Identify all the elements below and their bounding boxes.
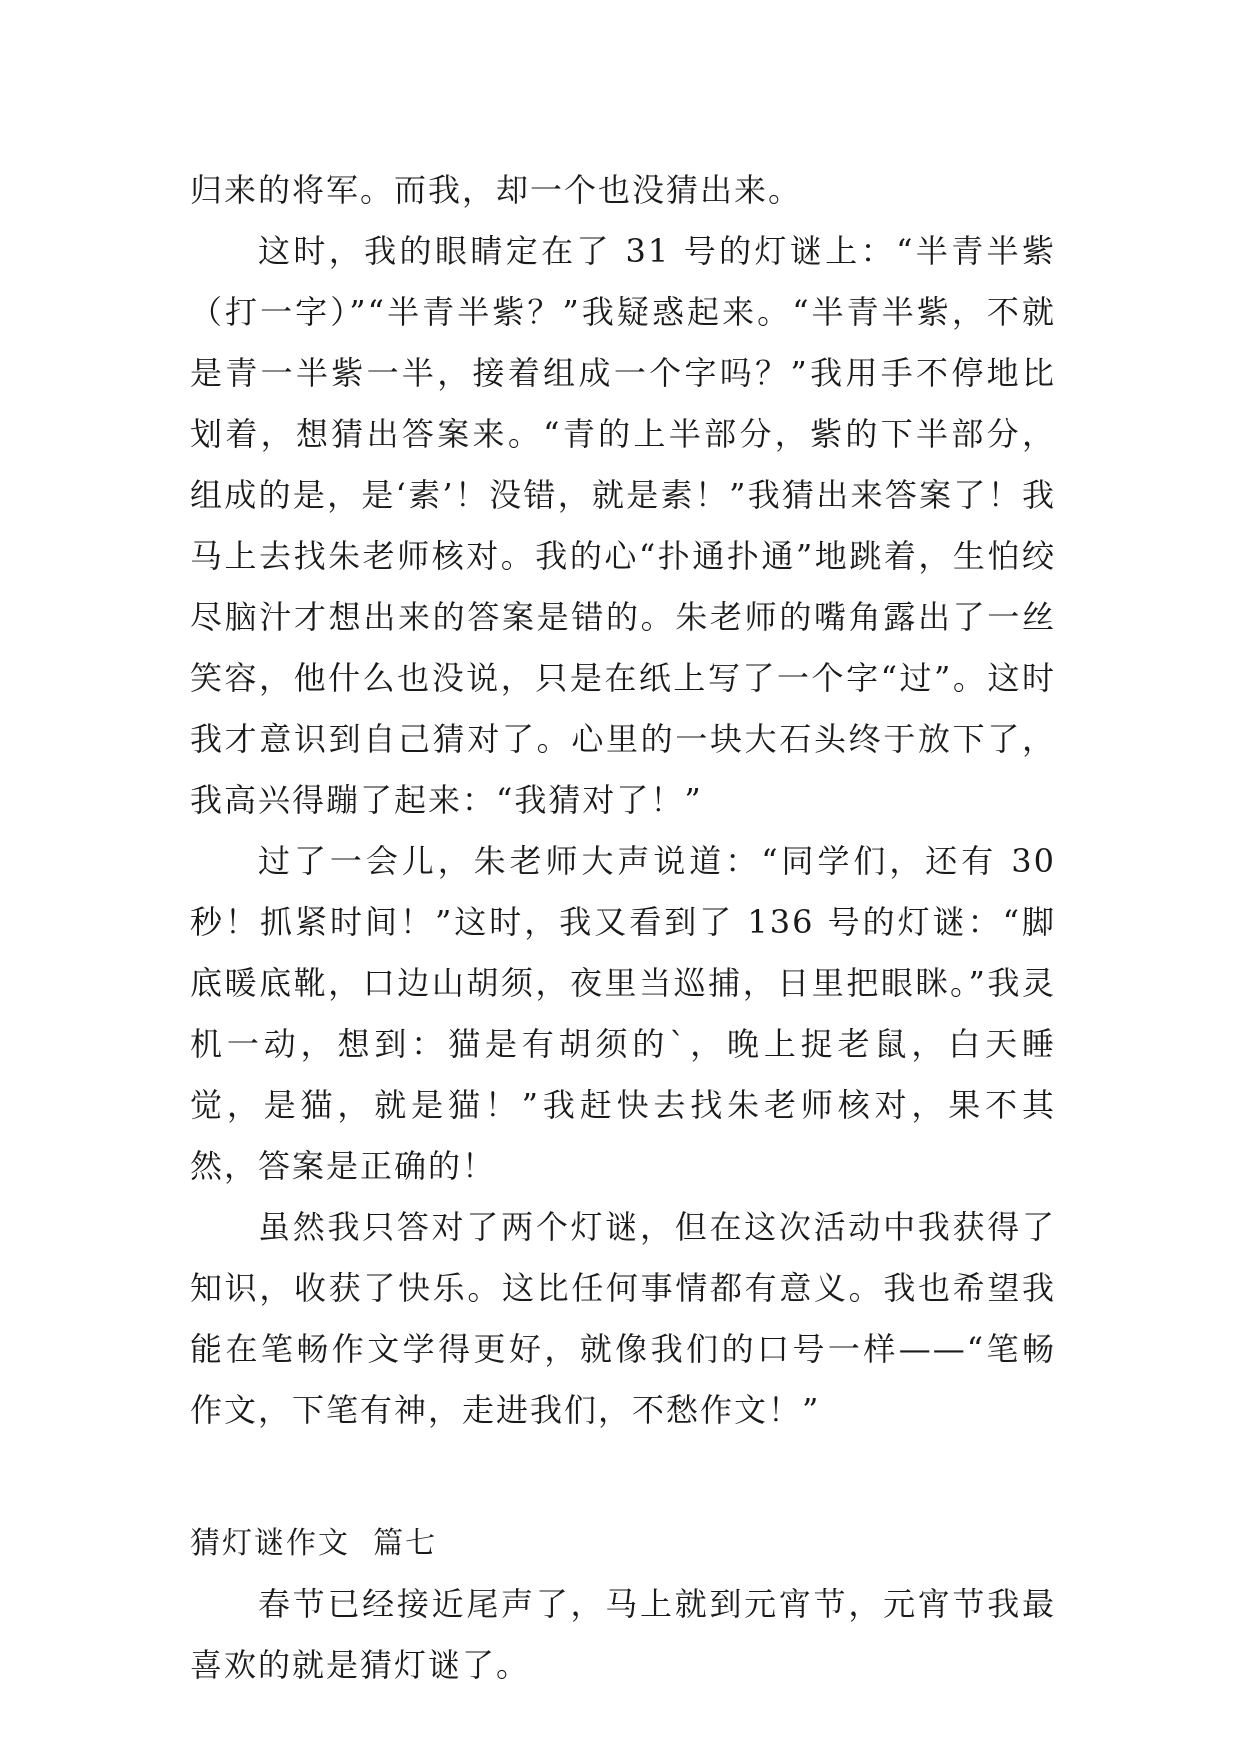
- paragraph: 虽然我只答对了两个灯谜，但在这次活动中我获得了知识，收获了快乐。这比任何事情都有意义。我也希望我能在笔畅作文学得更好，就像我们的口号一样——“笔畅作文，下笔有神，走进我们，不愁作文！”: [190, 1208, 1056, 1429]
- section-heading: 猜灯谜作文 篇七: [190, 1526, 438, 1561]
- paragraph: 过了一会儿，朱老师大声说道：“同学们，还有 30 秒！抓紧时间！”这时，我又看到了 136 号的灯谜：“脚底暖底靴，口边山胡须，夜里当巡捕，日里把眼眯。”我灵机一动，想到：猫是有胡须的`，晚上捉老鼠，白天睡觉，是猫，就是猫！”我赶快去找朱老师核对，果不其然，答案是正确的！: [190, 842, 1056, 1185]
- document-body: [190, 160, 1056, 1696]
- paragraph: 归来的将军。而我，却一个也没猜出来。: [190, 171, 803, 209]
- paragraph: 春节已经接近尾声了，马上就到元宵节，元宵节我最喜欢的就是猜灯谜了。: [190, 1585, 1056, 1684]
- paragraph: 这时，我的眼睛定在了 31 号的灯谜上：“半青半紫（打一字）”“半青半紫？”我疑惑起来。“半青半紫，不就是青一半紫一半，接着组成一个字吗？”我用手不停地比划着，想猜出答案来。“青的上半部分，紫的下半部分，组成的是，是‘素’！没错，就是素！”我猜出来答案了！我马上去找朱老师核对。我的心“扑通扑通”地跳着，生怕绞尽脑汁才想出来的答案是错的。朱老师的嘴角露出了一丝笑容，他什么也没说，只是在纸上写了一个字“过”。这时我才意识到自己猜对了。心里的一块大石头终于放下了，我高兴得蹦了起来：“我猜对了！”: [190, 232, 1056, 819]
